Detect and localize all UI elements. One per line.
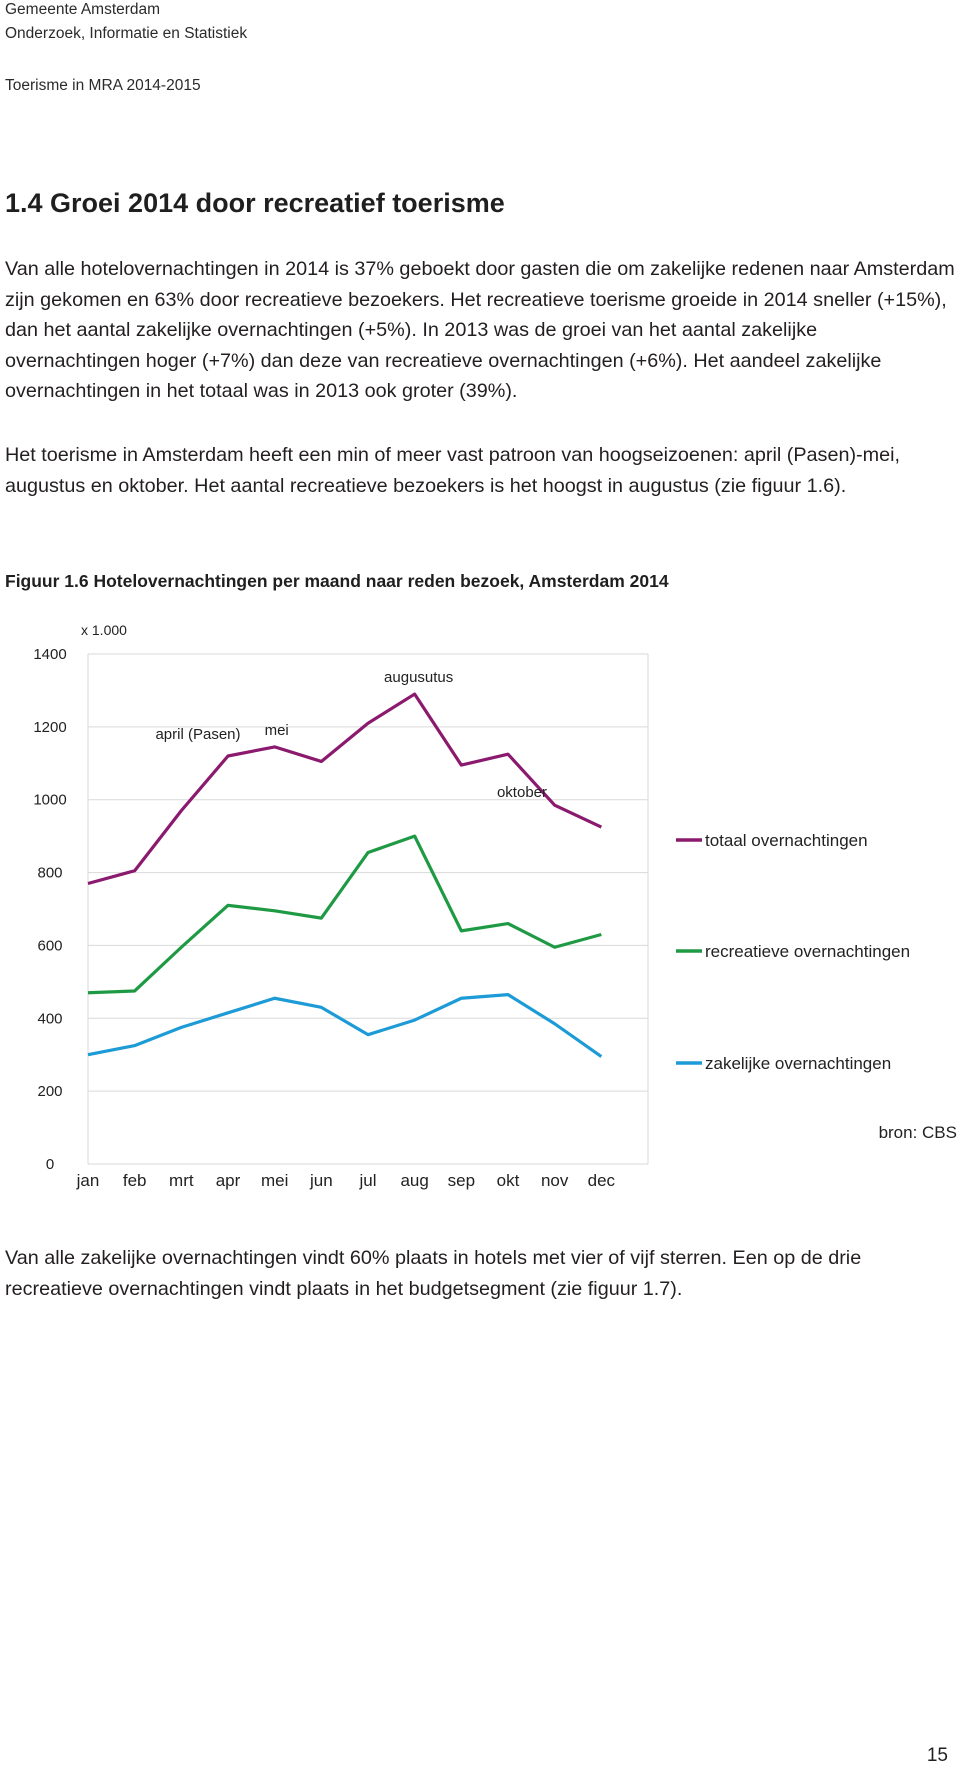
- x-tick-label: dec: [587, 1171, 616, 1190]
- series-line-3: [88, 995, 601, 1057]
- y-axis-ticks: [33, 646, 66, 1173]
- organization-name: Gemeente Amsterdam: [5, 1, 161, 18]
- y-tick-label: 1400: [33, 646, 67, 663]
- y-tick-label: 400: [37, 1010, 63, 1028]
- paragraph-seasonal-pattern: Het toerisme in Amsterdam heeft een min of meer vast patroon van hoogseizoenen: april (Pasen)-mei, augustus en oktober. Het aantal recreatieve bezoekers is het hoogst in augustus (zie figuur 1.6).: [5, 444, 900, 497]
- annotation-label: mei: [264, 721, 289, 739]
- x-tick-label: jun: [309, 1171, 333, 1190]
- page-number: 15: [926, 1745, 948, 1766]
- legend-label-2: recreatieve overnachtingen: [705, 942, 911, 961]
- chart-series-lines: [88, 694, 601, 1056]
- section-title: 1.4 Groei 2014 door recreatief toerisme: [5, 188, 505, 218]
- annotation-label: april (Pasen): [155, 726, 241, 743]
- x-tick-label: okt: [496, 1171, 520, 1190]
- department-name: Onderzoek, Informatie en Statistiek: [5, 25, 248, 42]
- chart-source-label: bron: CBS: [878, 1123, 957, 1142]
- annotation-label: oktober: [496, 784, 548, 802]
- y-tick-label: 0: [45, 1156, 55, 1173]
- chart-legend: [676, 831, 910, 1073]
- y-tick-label: 200: [37, 1083, 63, 1101]
- legend-label-3: zakelijke overnachtingen: [705, 1054, 892, 1073]
- annotation-label: augusutus: [384, 669, 454, 687]
- x-tick-label: mrt: [169, 1171, 194, 1190]
- x-tick-label: jan: [76, 1171, 100, 1190]
- paragraph-business-stays: Van alle zakelijke overnachtingen vindt 60% plaats in hotels met vier of vijf sterren. Een op de drie recreatieve overnachtingen vindt plaats in het budgetsegment (zie figuur 1.7).: [5, 1247, 862, 1300]
- overnight-stays-line-chart: [0, 600, 960, 1200]
- x-axis-ticks: [76, 1171, 616, 1190]
- x-tick-label: jul: [359, 1171, 377, 1190]
- x-tick-label: apr: [215, 1171, 241, 1190]
- y-tick-label: 600: [37, 937, 63, 955]
- series-line-2: [88, 836, 601, 993]
- paragraph-intro: Van alle hotelovernachtingen in 2014 is 37% geboekt door gasten die om zakelijke redenen naar Amsterdam zijn gekomen en 63% door recreatieve bezoekers. Het recreatieve toerisme groeide in 2014 sneller (+15%), dan het aantal zakelijke overnachtingen (+5%). In 2013 was de groei van het aantal zakelijke overnachtingen hoger (+7%) dan deze van recreatieve overnachtingen (+6%). Het aandeel zakelijke overnachtingen in het totaal was in 2013 ook groter (39%).: [5, 258, 955, 402]
- y-tick-label: 1000: [33, 791, 67, 809]
- x-tick-label: nov: [540, 1171, 569, 1190]
- y-tick-label: 1200: [33, 718, 67, 736]
- x-tick-label: sep: [447, 1171, 476, 1190]
- y-axis-unit-label: x 1.000: [81, 622, 127, 638]
- figure-title: Figuur 1.6 Hotelovernachtingen per maand naar reden bezoek, Amsterdam 2014: [5, 571, 669, 591]
- x-tick-label: feb: [122, 1171, 147, 1190]
- legend-label-1: totaal overnachtingen: [705, 831, 868, 850]
- x-tick-label: aug: [400, 1171, 429, 1190]
- document-title: Toerisme in MRA 2014-2015: [5, 77, 201, 94]
- y-tick-label: 800: [37, 864, 63, 882]
- x-tick-label: mei: [260, 1171, 289, 1190]
